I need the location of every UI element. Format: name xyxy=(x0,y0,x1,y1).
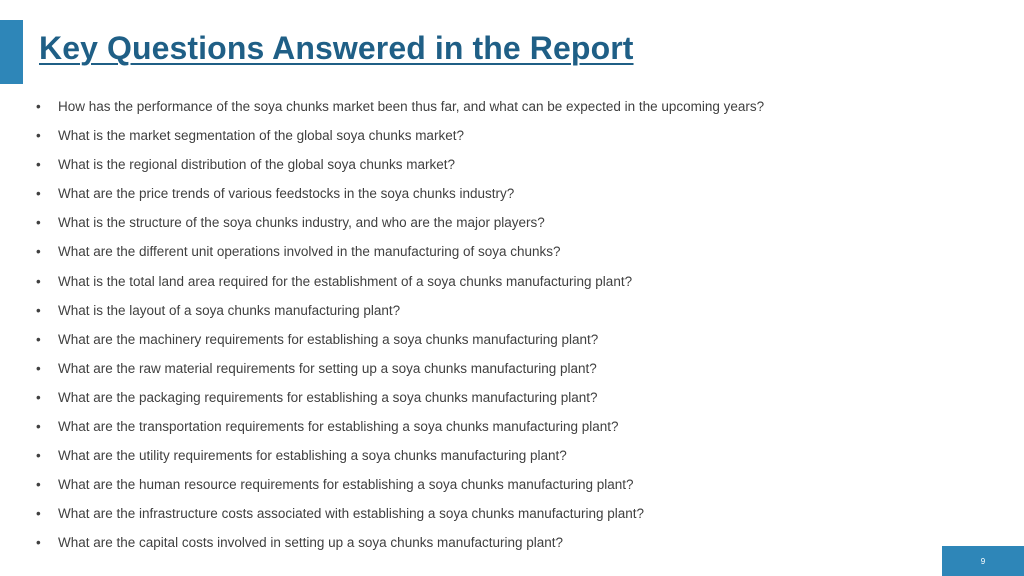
bullet-icon: • xyxy=(36,273,41,289)
question-item xyxy=(36,470,764,499)
question-item xyxy=(36,354,764,383)
question-item xyxy=(36,499,764,528)
question-text: What is the market segmentation of the global soya chunks market? xyxy=(58,128,464,144)
bullet-icon: • xyxy=(36,215,41,231)
question-text: What are the transportation requirements for establishing a soya chunks manufacturing plant? xyxy=(58,419,619,435)
bullet-icon: • xyxy=(36,477,41,493)
question-text: How has the performance of the soya chunks market been thus far, and what can be expected in the upcoming years? xyxy=(58,99,765,114)
question-item xyxy=(36,325,764,354)
page-title: Key Questions Answered in the Report xyxy=(39,30,634,66)
question-item xyxy=(36,237,764,266)
bullet-icon: • xyxy=(36,331,41,347)
question-item xyxy=(36,179,764,208)
question-item xyxy=(36,383,764,412)
question-list xyxy=(36,92,764,558)
question-text: What are the capital costs involved in setting up a soya chunks manufacturing plant? xyxy=(58,535,564,551)
bullet-icon: • xyxy=(36,99,41,114)
bullet-icon: • xyxy=(36,128,41,144)
title-accent-bar xyxy=(0,20,23,84)
question-text: What is the structure of the soya chunks industry, and who are the major players? xyxy=(58,215,545,231)
bullet-icon: • xyxy=(36,419,41,435)
question-item xyxy=(36,528,764,557)
question-item xyxy=(36,412,764,441)
bullet-icon: • xyxy=(36,360,41,376)
question-item xyxy=(36,441,764,470)
question-item xyxy=(36,208,764,237)
question-text: What are the raw material requirements for setting up a soya chunks manufacturing plant? xyxy=(58,360,597,376)
bullet-icon: • xyxy=(36,244,41,260)
question-text: What are the price trends of various feedstocks in the soya chunks industry? xyxy=(58,186,515,202)
bullet-icon: • xyxy=(36,186,41,202)
question-item xyxy=(36,150,764,179)
bullet-icon: • xyxy=(36,157,41,173)
question-item xyxy=(36,296,764,325)
question-text: What are the utility requirements for establishing a soya chunks manufacturing plant? xyxy=(58,448,567,464)
question-text: What are the different unit operations involved in the manufacturing of soya chunks? xyxy=(58,244,561,260)
question-text: What are the infrastructure costs associated with establishing a soya chunks manufacturing plant? xyxy=(58,506,645,522)
question-item xyxy=(36,267,764,296)
question-text: What is the regional distribution of the global soya chunks market? xyxy=(58,157,455,173)
bullet-icon: • xyxy=(36,448,41,464)
question-text: What are the packaging requirements for establishing a soya chunks manufacturing plant? xyxy=(58,389,598,405)
bullet-icon: • xyxy=(36,506,41,522)
question-text: What is the layout of a soya chunks manufacturing plant? xyxy=(58,302,401,318)
bullet-icon: • xyxy=(36,302,41,318)
question-item xyxy=(36,92,764,121)
question-text: What are the human resource requirements for establishing a soya chunks manufacturing plant? xyxy=(58,477,634,493)
page-number-badge xyxy=(942,546,1024,576)
bullet-icon: • xyxy=(36,389,41,405)
question-text: What is the total land area required for the establishment of a soya chunks manufacturing plant? xyxy=(58,273,633,289)
question-text: What are the machinery requirements for establishing a soya chunks manufacturing plant? xyxy=(58,331,599,347)
page-number: 9 xyxy=(980,556,986,566)
question-item xyxy=(36,121,764,150)
bullet-icon: • xyxy=(36,535,41,551)
